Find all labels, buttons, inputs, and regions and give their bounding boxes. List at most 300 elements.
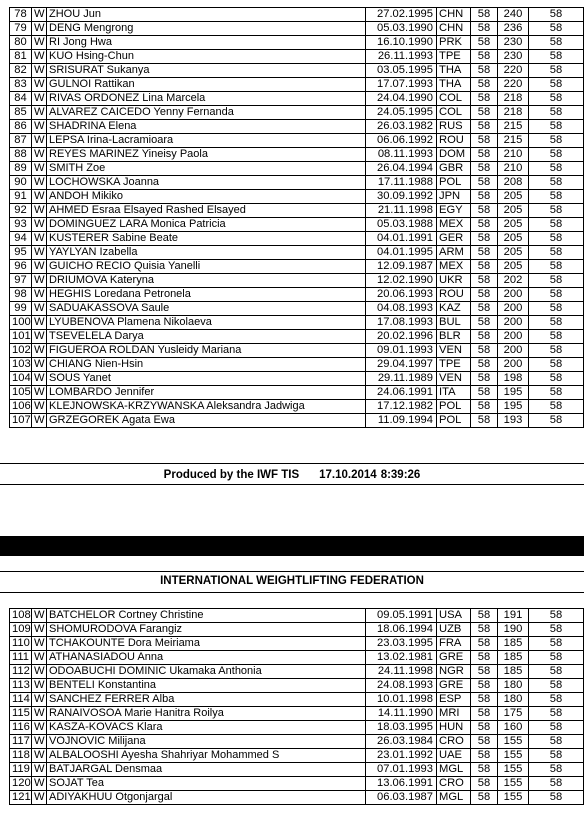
category-cell: 58	[529, 414, 584, 428]
birthdate-cell: 26.03.1984	[366, 735, 437, 749]
gender-cell: W	[32, 651, 47, 665]
bodyweight-cell: 58	[471, 693, 498, 707]
rank-cell: 102	[10, 344, 32, 358]
gender-cell: W	[32, 665, 47, 679]
category-cell: 58	[529, 386, 584, 400]
bodyweight-cell: 58	[471, 721, 498, 735]
birthdate-cell: 13.02.1981	[366, 651, 437, 665]
category-cell: 58	[529, 693, 584, 707]
category-cell: 58	[529, 176, 584, 190]
table-row	[10, 721, 584, 735]
total-cell: 200	[498, 288, 529, 302]
birthdate-cell: 03.05.1995	[366, 64, 437, 78]
gender-cell: W	[32, 693, 47, 707]
table-row	[10, 8, 584, 22]
athlete-name-cell: SANCHEZ FERRER Alba	[47, 693, 366, 707]
rank-cell: 116	[10, 721, 32, 735]
total-cell: 205	[498, 218, 529, 232]
birthdate-cell: 24.11.1998	[366, 665, 437, 679]
table-row	[10, 316, 584, 330]
total-cell: 218	[498, 92, 529, 106]
rank-cell: 96	[10, 260, 32, 274]
table-row	[10, 92, 584, 106]
bodyweight-cell: 58	[471, 106, 498, 120]
gender-cell: W	[32, 330, 47, 344]
bodyweight-cell: 58	[471, 232, 498, 246]
birthdate-cell: 04.01.1991	[366, 232, 437, 246]
nation-cell: PRK	[437, 36, 471, 50]
athlete-table-top	[9, 7, 584, 428]
rank-cell: 114	[10, 693, 32, 707]
bodyweight-cell: 58	[471, 78, 498, 92]
category-cell: 58	[529, 260, 584, 274]
rank-cell: 86	[10, 120, 32, 134]
total-cell: 200	[498, 316, 529, 330]
gender-cell: W	[32, 679, 47, 693]
gender-cell: W	[32, 637, 47, 651]
category-cell: 58	[529, 791, 584, 805]
nation-cell: FRA	[437, 637, 471, 651]
athlete-name-cell: LYUBENOVA Plamena Nikolaeva	[47, 316, 366, 330]
total-cell: 195	[498, 386, 529, 400]
nation-cell: JPN	[437, 190, 471, 204]
page-footer	[0, 469, 584, 481]
gender-cell: W	[32, 623, 47, 637]
nation-cell: ROU	[437, 288, 471, 302]
birthdate-cell: 04.01.1995	[366, 246, 437, 260]
bodyweight-cell: 58	[471, 609, 498, 623]
table-row	[10, 763, 584, 777]
bodyweight-cell: 58	[471, 302, 498, 316]
total-cell: 175	[498, 707, 529, 721]
rank-cell: 82	[10, 64, 32, 78]
nation-cell: CHN	[437, 22, 471, 36]
category-cell: 58	[529, 344, 584, 358]
category-cell: 58	[529, 246, 584, 260]
birthdate-cell: 05.03.1988	[366, 218, 437, 232]
table-row	[10, 78, 584, 92]
athlete-name-cell: BATJARGAL Densmaa	[47, 763, 366, 777]
gender-cell: W	[32, 316, 47, 330]
bodyweight-cell: 58	[471, 120, 498, 134]
rank-cell: 79	[10, 22, 32, 36]
table-row	[10, 50, 584, 64]
federation-header: INTERNATIONAL WEIGHTLIFTING FEDERATION	[160, 575, 424, 587]
category-cell: 58	[529, 162, 584, 176]
category-cell: 58	[529, 274, 584, 288]
total-cell: 240	[498, 8, 529, 22]
rank-cell: 117	[10, 735, 32, 749]
gender-cell: W	[32, 721, 47, 735]
birthdate-cell: 23.01.1992	[366, 749, 437, 763]
birthdate-cell: 18.03.1995	[366, 721, 437, 735]
gender-cell: W	[32, 358, 47, 372]
athlete-name-cell: GUICHO RECIO Quisia Yanelli	[47, 260, 366, 274]
athlete-name-cell: RI Jong Hwa	[47, 36, 366, 50]
table-row	[10, 246, 584, 260]
table-row	[10, 204, 584, 218]
athlete-name-cell: KASZA-KOVACS Klara	[47, 721, 366, 735]
athlete-name-cell: DRIUMOVA Kateryna	[47, 274, 366, 288]
bodyweight-cell: 58	[471, 134, 498, 148]
rank-cell: 113	[10, 679, 32, 693]
bodyweight-cell: 58	[471, 665, 498, 679]
athlete-name-cell: BATCHELOR Cortney Christine	[47, 609, 366, 623]
gender-cell: W	[32, 78, 47, 92]
rank-cell: 121	[10, 791, 32, 805]
bodyweight-cell: 58	[471, 148, 498, 162]
birthdate-cell: 09.05.1991	[366, 609, 437, 623]
gender-cell: W	[32, 763, 47, 777]
total-cell: 218	[498, 106, 529, 120]
athlete-name-cell: REYES MARINEZ Yineisy Paola	[47, 148, 366, 162]
category-cell: 58	[529, 78, 584, 92]
athlete-name-cell: LOCHOWSKA Joanna	[47, 176, 366, 190]
category-cell: 58	[529, 92, 584, 106]
rank-cell: 99	[10, 302, 32, 316]
bodyweight-cell: 58	[471, 190, 498, 204]
birthdate-cell: 08.11.1993	[366, 148, 437, 162]
nation-cell: GRE	[437, 651, 471, 665]
rank-cell: 105	[10, 386, 32, 400]
nation-cell: MGL	[437, 791, 471, 805]
gender-cell: W	[32, 204, 47, 218]
table-row	[10, 120, 584, 134]
total-cell: 200	[498, 302, 529, 316]
nation-cell: COL	[437, 92, 471, 106]
category-cell: 58	[529, 50, 584, 64]
athlete-name-cell: RANAIVOSOA Marie Hanitra Roilya	[47, 707, 366, 721]
total-cell: 200	[498, 330, 529, 344]
gender-cell: W	[32, 386, 47, 400]
athlete-name-cell: SOUS Yanet	[47, 372, 366, 386]
page-header-rule	[0, 571, 584, 572]
rank-cell: 118	[10, 749, 32, 763]
nation-cell: UKR	[437, 274, 471, 288]
birthdate-cell: 12.02.1990	[366, 274, 437, 288]
nation-cell: CRO	[437, 735, 471, 749]
rank-cell: 84	[10, 92, 32, 106]
total-cell: 155	[498, 791, 529, 805]
nation-cell: THA	[437, 64, 471, 78]
bodyweight-cell: 58	[471, 763, 498, 777]
table-row	[10, 274, 584, 288]
table-row	[10, 36, 584, 50]
total-cell: 180	[498, 679, 529, 693]
gender-cell: W	[32, 50, 47, 64]
athlete-name-cell: KUO Hsing-Chun	[47, 50, 366, 64]
total-cell: 200	[498, 358, 529, 372]
total-cell: 185	[498, 665, 529, 679]
athlete-name-cell: KUSTERER Sabine Beate	[47, 232, 366, 246]
birthdate-cell: 05.03.1990	[366, 22, 437, 36]
category-cell: 58	[529, 316, 584, 330]
category-cell: 58	[529, 8, 584, 22]
gender-cell: W	[32, 232, 47, 246]
table-row	[10, 358, 584, 372]
bodyweight-cell: 58	[471, 386, 498, 400]
athlete-name-cell: VOJNOVIC Milijana	[47, 735, 366, 749]
table-row	[10, 777, 584, 791]
birthdate-cell: 24.04.1990	[366, 92, 437, 106]
category-cell: 58	[529, 651, 584, 665]
bodyweight-cell: 58	[471, 204, 498, 218]
table-row	[10, 414, 584, 428]
birthdate-cell: 17.12.1982	[366, 400, 437, 414]
athlete-name-cell: YAYLYAN Izabella	[47, 246, 366, 260]
bodyweight-cell: 58	[471, 637, 498, 651]
category-cell: 58	[529, 36, 584, 50]
birthdate-cell: 20.06.1993	[366, 288, 437, 302]
table-row	[10, 735, 584, 749]
table-row	[10, 679, 584, 693]
gender-cell: W	[32, 609, 47, 623]
table-row	[10, 707, 584, 721]
bodyweight-cell: 58	[471, 22, 498, 36]
produced-by-label: Produced by the IWF TIS	[163, 469, 300, 481]
nation-cell: MEX	[437, 260, 471, 274]
nation-cell: POL	[437, 400, 471, 414]
athlete-name-cell: SHADRINA Elena	[47, 120, 366, 134]
nation-cell: MRI	[437, 707, 471, 721]
total-cell: 160	[498, 721, 529, 735]
athlete-name-cell: GRZEGOREK Agata Ewa	[47, 414, 366, 428]
category-cell: 58	[529, 749, 584, 763]
category-cell: 58	[529, 64, 584, 78]
gender-cell: W	[32, 120, 47, 134]
nation-cell: ESP	[437, 693, 471, 707]
nation-cell: CHN	[437, 8, 471, 22]
birthdate-cell: 06.03.1987	[366, 791, 437, 805]
total-cell: 205	[498, 246, 529, 260]
rank-cell: 95	[10, 246, 32, 260]
table-row	[10, 330, 584, 344]
rank-cell: 80	[10, 36, 32, 50]
bodyweight-cell: 58	[471, 358, 498, 372]
bodyweight-cell: 58	[471, 791, 498, 805]
total-cell: 198	[498, 372, 529, 386]
rank-cell: 87	[10, 134, 32, 148]
page-bottom-rule	[0, 484, 584, 485]
category-cell: 58	[529, 777, 584, 791]
gender-cell: W	[32, 176, 47, 190]
gender-cell: W	[32, 749, 47, 763]
produced-date: 17.10.2014	[319, 469, 377, 481]
gender-cell: W	[32, 344, 47, 358]
birthdate-cell: 11.09.1994	[366, 414, 437, 428]
table-row	[10, 162, 584, 176]
bodyweight-cell: 58	[471, 50, 498, 64]
birthdate-cell: 17.11.1988	[366, 176, 437, 190]
nation-cell: GBR	[437, 162, 471, 176]
category-cell: 58	[529, 637, 584, 651]
total-cell: 236	[498, 22, 529, 36]
athlete-name-cell: ANDOH Mikiko	[47, 190, 366, 204]
athlete-name-cell: SADUAKASSOVA Saule	[47, 302, 366, 316]
rank-cell: 94	[10, 232, 32, 246]
athlete-name-cell: HEGHIS Loredana Petronela	[47, 288, 366, 302]
rank-cell: 93	[10, 218, 32, 232]
rank-cell: 83	[10, 78, 32, 92]
total-cell: 215	[498, 134, 529, 148]
bodyweight-cell: 58	[471, 414, 498, 428]
athlete-name-cell: SHOMURODOVA Farangiz	[47, 623, 366, 637]
table-row	[10, 260, 584, 274]
nation-cell: DOM	[437, 148, 471, 162]
birthdate-cell: 26.04.1994	[366, 162, 437, 176]
athlete-name-cell: TSEVELELA Darya	[47, 330, 366, 344]
rank-cell: 119	[10, 763, 32, 777]
bodyweight-cell: 58	[471, 316, 498, 330]
athlete-name-cell: SRISURAT Sukanya	[47, 64, 366, 78]
category-cell: 58	[529, 707, 584, 721]
birthdate-cell: 16.10.1990	[366, 36, 437, 50]
birthdate-cell: 07.01.1993	[366, 763, 437, 777]
table-row	[10, 22, 584, 36]
rank-cell: 101	[10, 330, 32, 344]
bodyweight-cell: 58	[471, 64, 498, 78]
category-cell: 58	[529, 22, 584, 36]
total-cell: 155	[498, 777, 529, 791]
total-cell: 208	[498, 176, 529, 190]
nation-cell: NGR	[437, 665, 471, 679]
table-row	[10, 106, 584, 120]
birthdate-cell: 04.08.1993	[366, 302, 437, 316]
total-cell: 190	[498, 623, 529, 637]
bodyweight-cell: 58	[471, 8, 498, 22]
category-cell: 58	[529, 302, 584, 316]
athlete-name-cell: SOJAT Tea	[47, 777, 366, 791]
birthdate-cell: 26.11.1993	[366, 50, 437, 64]
nation-cell: POL	[437, 176, 471, 190]
table-row	[10, 148, 584, 162]
table-row	[10, 386, 584, 400]
athlete-name-cell: AHMED Esraa Elsayed Rashed Elsayed	[47, 204, 366, 218]
total-cell: 155	[498, 735, 529, 749]
bodyweight-cell: 58	[471, 372, 498, 386]
rank-cell: 90	[10, 176, 32, 190]
bodyweight-cell: 58	[471, 707, 498, 721]
rank-cell: 98	[10, 288, 32, 302]
rank-cell: 106	[10, 400, 32, 414]
total-cell: 193	[498, 414, 529, 428]
birthdate-cell: 24.06.1991	[366, 386, 437, 400]
total-cell: 220	[498, 64, 529, 78]
table-row	[10, 134, 584, 148]
athlete-name-cell: ZHOU Jun	[47, 8, 366, 22]
birthdate-cell: 24.08.1993	[366, 679, 437, 693]
total-cell: 215	[498, 120, 529, 134]
bodyweight-cell: 58	[471, 623, 498, 637]
rank-cell: 109	[10, 623, 32, 637]
birthdate-cell: 13.06.1991	[366, 777, 437, 791]
nation-cell: UAE	[437, 749, 471, 763]
total-cell: 202	[498, 274, 529, 288]
page-separator	[0, 536, 584, 556]
nation-cell: GER	[437, 232, 471, 246]
rank-cell: 120	[10, 777, 32, 791]
gender-cell: W	[32, 22, 47, 36]
page-header-rule-bottom	[0, 592, 584, 593]
nation-cell: MGL	[437, 763, 471, 777]
athlete-name-cell: KLEJNOWSKA-KRZYWANSKA Aleksandra Jadwiga	[47, 400, 366, 414]
athlete-name-cell: LEPSA Irina-Lacramioara	[47, 134, 366, 148]
rank-cell: 107	[10, 414, 32, 428]
birthdate-cell: 17.08.1993	[366, 316, 437, 330]
birthdate-cell: 12.09.1987	[366, 260, 437, 274]
birthdate-cell: 18.06.1994	[366, 623, 437, 637]
bodyweight-cell: 58	[471, 162, 498, 176]
rank-cell: 92	[10, 204, 32, 218]
bodyweight-cell: 58	[471, 218, 498, 232]
nation-cell: HUN	[437, 721, 471, 735]
gender-cell: W	[32, 274, 47, 288]
bodyweight-cell: 58	[471, 679, 498, 693]
athlete-name-cell: CHIANG Nien-Hsin	[47, 358, 366, 372]
rank-cell: 89	[10, 162, 32, 176]
produced-time: 8:39:26	[380, 469, 421, 481]
nation-cell: BLR	[437, 330, 471, 344]
total-cell: 205	[498, 190, 529, 204]
gender-cell: W	[32, 8, 47, 22]
category-cell: 58	[529, 288, 584, 302]
table-row	[10, 190, 584, 204]
total-cell: 155	[498, 749, 529, 763]
rank-cell: 103	[10, 358, 32, 372]
total-cell: 205	[498, 260, 529, 274]
category-cell: 58	[529, 218, 584, 232]
category-cell: 58	[529, 204, 584, 218]
bodyweight-cell: 58	[471, 344, 498, 358]
nation-cell: USA	[437, 609, 471, 623]
table-row	[10, 288, 584, 302]
total-cell: 191	[498, 609, 529, 623]
table-row	[10, 372, 584, 386]
gender-cell: W	[32, 372, 47, 386]
table-row	[10, 400, 584, 414]
category-cell: 58	[529, 232, 584, 246]
athlete-name-cell: RIVAS ORDONEZ Lina Marcela	[47, 92, 366, 106]
athlete-name-cell: ALBALOOSHI Ayesha Shahriyar Mohammed S	[47, 749, 366, 763]
nation-cell: ARM	[437, 246, 471, 260]
bodyweight-cell: 58	[471, 176, 498, 190]
birthdate-cell: 30.09.1992	[366, 190, 437, 204]
athlete-name-cell: TCHAKOUNTE Dora Meiriama	[47, 637, 366, 651]
rank-cell: 88	[10, 148, 32, 162]
birthdate-cell: 26.03.1982	[366, 120, 437, 134]
gender-cell: W	[32, 777, 47, 791]
gender-cell: W	[32, 218, 47, 232]
birthdate-cell: 27.02.1995	[366, 8, 437, 22]
nation-cell: TPE	[437, 50, 471, 64]
nation-cell: UZB	[437, 623, 471, 637]
total-cell: 195	[498, 400, 529, 414]
category-cell: 58	[529, 735, 584, 749]
category-cell: 58	[529, 330, 584, 344]
total-cell: 205	[498, 204, 529, 218]
birthdate-cell: 29.04.1997	[366, 358, 437, 372]
bodyweight-cell: 58	[471, 260, 498, 274]
nation-cell: VEN	[437, 344, 471, 358]
table-row	[10, 609, 584, 623]
gender-cell: W	[32, 36, 47, 50]
birthdate-cell: 23.03.1995	[366, 637, 437, 651]
rank-cell: 112	[10, 665, 32, 679]
gender-cell: W	[32, 106, 47, 120]
total-cell: 185	[498, 651, 529, 665]
total-cell: 205	[498, 232, 529, 246]
gender-cell: W	[32, 134, 47, 148]
